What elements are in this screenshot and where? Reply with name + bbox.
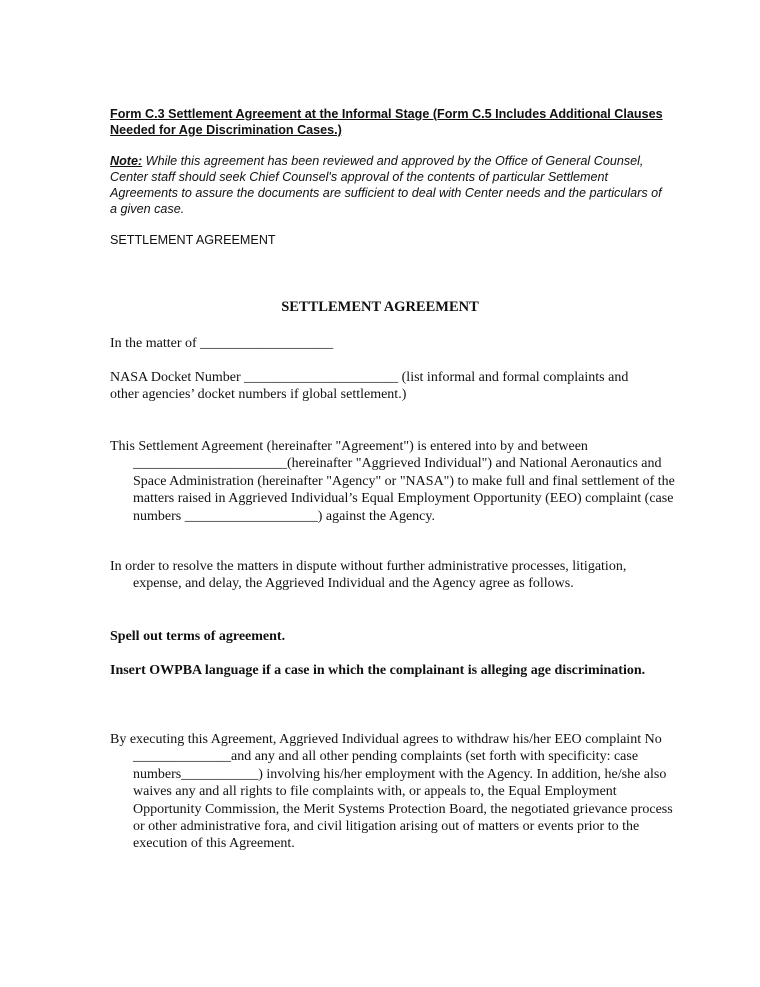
executing-paragraph: By executing this Agreement, Aggrieved Individual agrees to withdraw his/her EEO complaint No ______________and any and all other pending complaints (set forth with specificity: case numbers___________) involving his/her employment with the Agency. In addition, he/she also waives any and all rights to file complaints with, or appeals to, the Equal Employment Opportunity Commission, the Merit Systems Protection Board, the negotiated grievance process or other administrative fora, and civil litigation arising out of matters or events prior to the execution of this Agreement. <box>110 732 673 852</box>
spell-out-instruction: Spell out terms of agreement. <box>110 629 286 644</box>
note-paragraph <box>110 153 670 217</box>
note-label: Note: <box>110 154 143 168</box>
owpba-instruction: Insert OWPBA language if a case in which the complainant is alleging age discrimination. <box>110 663 646 678</box>
form-title: Form C.3 Settlement Agreement at the Informal Stage (Form C.5 Includes Additional Clauses Needed for Age Discrimination Cases.) <box>110 107 663 137</box>
agreement-paragraph: This Settlement Agreement (hereinafter "Agreement") is entered into by and between ______________________(hereinafter "Aggrieved Individual") and National Aeronautics and Space Administration (hereinafter "Agency" or "NASA") to make full and final settlement of the matters raised in Aggrieved Individual’s Equal Employment Opportunity (EEO) complaint (case numbers ___________________) against the Agency. <box>110 439 675 524</box>
matter-line: In the matter of ___________________ <box>110 336 334 351</box>
settlement-heading: SETTLEMENT AGREEMENT <box>110 233 276 247</box>
resolve-paragraph: In order to resolve the matters in dispute without further administrative processes, litigation, expense, and delay, the Aggrieved Individual and the Agency agree as follows. <box>110 559 627 592</box>
docket-number-paragraph: NASA Docket Number ______________________ (list informal and formal complaints and other agencies’ docket numbers if global settlement.) <box>110 370 629 403</box>
document-title: SETTLEMENT AGREEMENT <box>281 299 479 315</box>
note-text: While this agreement has been reviewed and approved by the Office of General Counsel, Center staff should seek Chief Counsel's approval of the contents of particular Settlement Agreements to assure the documents are sufficient to deal with Center needs and the particulars of a given case. <box>110 154 662 216</box>
